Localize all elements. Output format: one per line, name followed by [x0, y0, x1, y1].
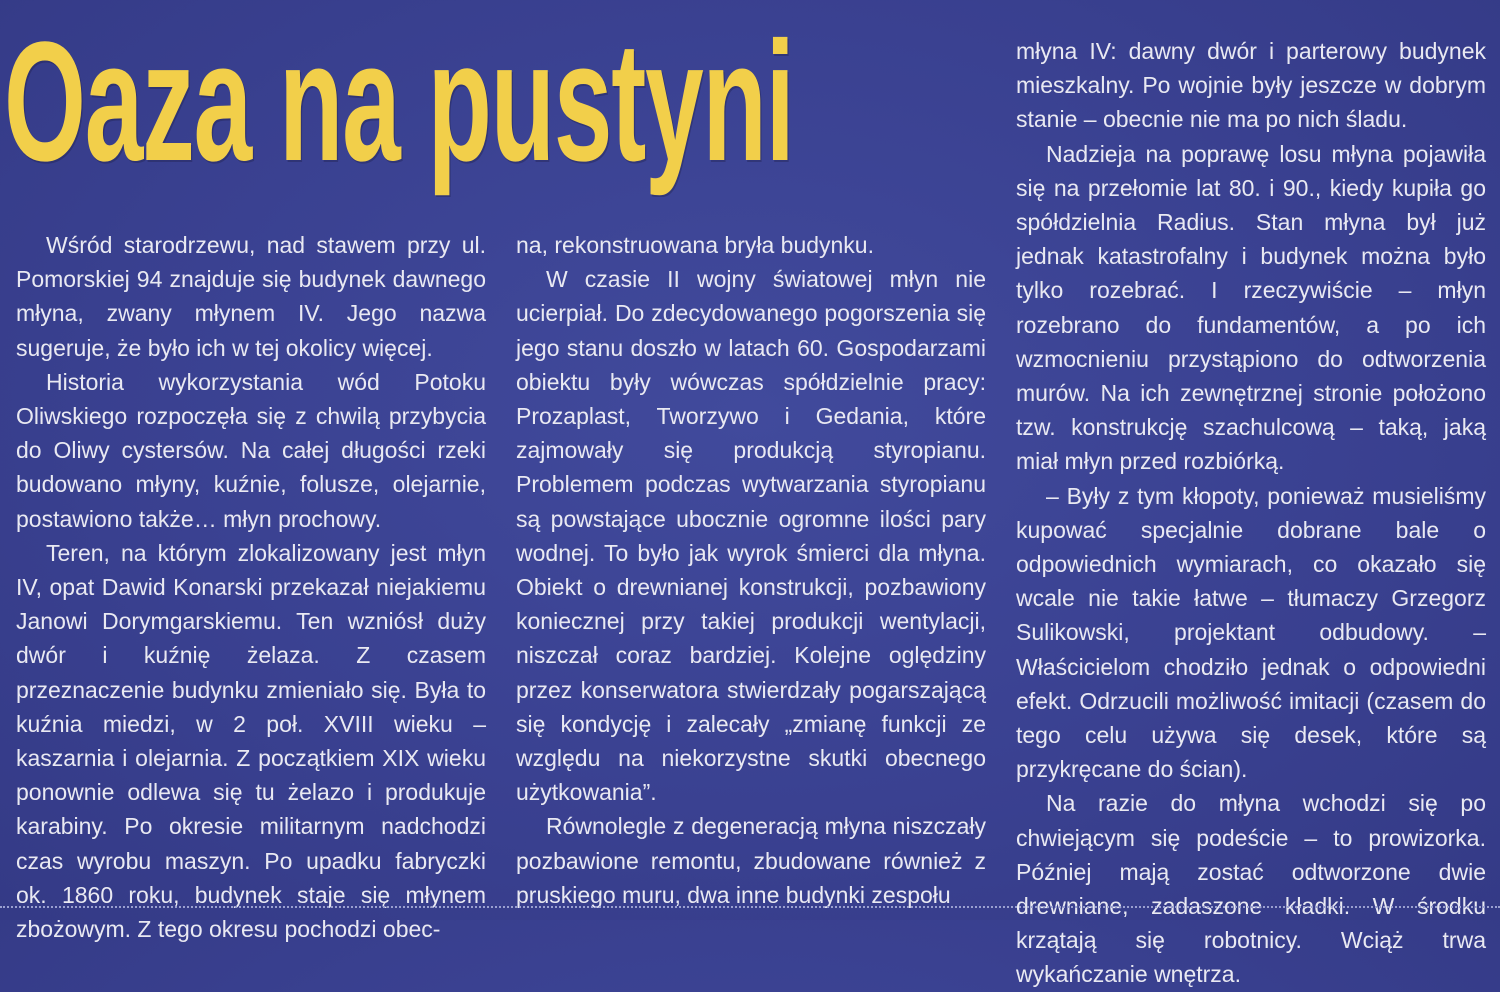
paragraph: młyna IV: dawny dwór i parterowy budynek mieszkalny. Po wojnie były jeszcze w dobrym stanie – obecnie nie ma po nich śladu.: [1016, 38, 1486, 133]
paragraph: Wśród starodrzewu, nad stawem przy ul. Pomorskiej 94 znajduje się budynek dawnego młyna, zwany młynem IV. Jego nazwa sugeruje, że było ich w tej okolicy więcej.: [16, 232, 486, 361]
paragraph: Na razie do młyna wchodzi się po chwiejącym się podeście – to prowizorka. Później mają zostać odtworzone dwie drewniane, zadaszone kładki. W środku krzątają się robotnicy. Wciąż trwa wykańczanie wnętrza.: [1016, 790, 1486, 988]
paragraph: na, rekonstruowana bryła budynku.: [516, 232, 874, 258]
paragraph: Teren, na którym zlokalizowany jest młyn IV, opat Dawid Konarski przekazał niejakiemu Janowi Dorymgarskiemu. Ten wzniósł duży dwór i kuźnię żelaza. Z czasem przeznaczenie budynku zmieniało się. Była to kuźnia miedzi, w 2 poł. XVIII wieku – kaszarnia i olejarnia. Z początkiem XIX wieku ponownie odlewa się tu żelazo i produkuje karabiny. Po okresie militarnym nadchodzi czas wyrobu maszyn. Po upadku fabryczki ok. 1860 roku, budynek staje się młynem zbożowym. Z tego okresu pochodzi obec-: [16, 539, 486, 943]
paragraph: Historia wykorzystania wód Potoku Oliwskiego rozpoczęła się z chwilą przybycia do Oliwy cystersów. Na całej długości rzeki budowano młyny, kuźnie, folusze, olejarnie, postawiono także… młyn prochowy.: [16, 368, 486, 532]
paragraph: Nadzieja na poprawę losu młyna pojawiła się na przełomie lat 80. i 90., kiedy kupiła go spółdzielnia Radius. Stan młyna był już jednak katastrofalny i budynek można było tylko rozebrać. I rzeczywiście – młyn rozebrano do fundamentów, a po ich wzmocnieniu przystąpiono do odtworzenia murów. Na ich zewnętrznej stronie położono tzw. konstrukcję szachulcową – taką, jaką miał młyn przed rozbiórką.: [1016, 140, 1486, 475]
paragraph: Równolegle z degeneracją młyna niszczały pozbawione remontu, zbudowane również z pruskiego muru, dwa inne budynki zespołu: [516, 813, 986, 908]
article-column-1: [16, 228, 486, 946]
paragraph: W czasie II wojny światowej młyn nie ucierpiał. Do zdecydowanego pogorszenia się jego stanu doszło w latach 60. Gospodarzami obiektu były wówczas spółdzielnie pracy: Prozaplast, Tworzywo i Gedania, które zajmowały się produkcją styropianu. Problemem podczas wytwarzania styropianu są powstające ubocznie ogromne ilości pary wodnej. To było jak wyrok śmierci dla młyna. Obiekt o drewnianej konstrukcji, pozbawiony koniecznej przy takiej produkcji wentylacji, niszczał coraz bardziej. Kolejne oględziny przez konserwatora stwierdzały pogarszającą się kondycję i zalecały „zmianę funkcji ze względu na niekorzystne skutki obecnego użytkowania”.: [516, 266, 986, 806]
article-title: Oaza na pustyni: [4, 7, 794, 197]
article-column-2: [516, 228, 986, 912]
paragraph: – Były z tym kłopoty, ponieważ musieliśmy kupować specjalnie dobrane bale o odpowiednich wymiarach, co okazało się wcale nie takie łatwe – tłumaczy Grzegorz Sulikowski, projektant odbudowy. – Właścicielom chodziło jednak o odpowiedni efekt. Odrzucili możliwość imitacji (czasem do tego celu używa się desek, które są przykręcane do ścian).: [1016, 482, 1486, 783]
bottom-divider: [0, 906, 1500, 908]
article-column-3: [1016, 34, 1486, 992]
